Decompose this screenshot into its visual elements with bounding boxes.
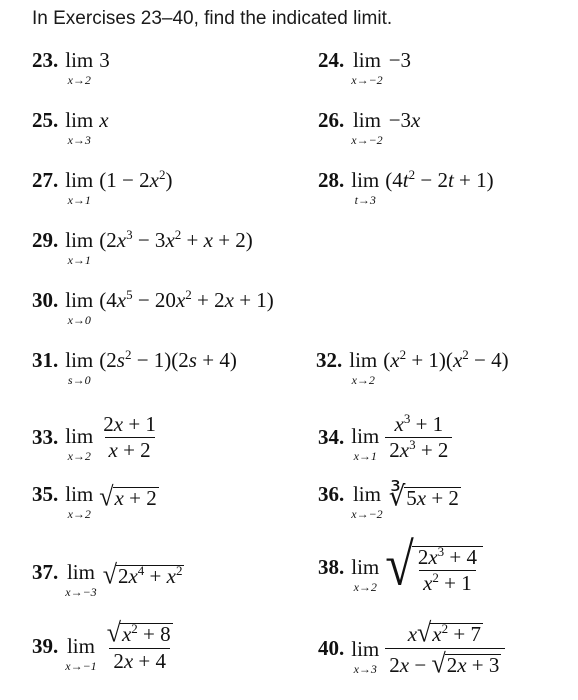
limit-expression: $(2x^3 - 3x^2 + x + 2)$ — [99, 227, 253, 252]
limit-expression: $\frac{2x + 1}{x + 2}$ — [103, 411, 156, 462]
limit-expression: √ $2x^4 + x^2$ — [102, 559, 183, 590]
exercise-25 — [32, 110, 109, 146]
limit-operator: lim x→2 — [65, 48, 94, 87]
exercise-39 — [32, 617, 177, 673]
exercise-number: 28. — [318, 168, 345, 192]
exercise-number: 23. — [32, 48, 59, 72]
limit-operator: lim x→−3 — [65, 560, 97, 599]
limit-expression: −3x — [388, 108, 421, 132]
exercise-number: 37. — [32, 560, 59, 584]
limit-operator: lim x→2 — [65, 424, 94, 463]
exercise-33 — [32, 412, 160, 462]
limit-operator: lim x→3 — [351, 636, 380, 676]
exercise-28 — [318, 167, 494, 207]
exercise-24 — [318, 50, 411, 86]
limit-operator: lim x→−2 — [351, 482, 383, 521]
exercise-number: 26. — [318, 108, 345, 132]
limit-expression: $(1 - 2x^2)$ — [99, 167, 173, 192]
exercise-number: 25. — [32, 108, 59, 132]
exercise-26 — [318, 110, 420, 146]
exercise-32 — [316, 347, 509, 387]
exercise-34 — [318, 412, 452, 462]
exercise-number: 36. — [318, 482, 345, 506]
exercise-number: 30. — [32, 288, 59, 312]
limit-expression: 3 — [99, 48, 110, 72]
exercise-31 — [32, 347, 237, 387]
limit-operator: lim x→2 — [349, 348, 378, 387]
exercise-number: 33. — [32, 424, 59, 449]
exercise-40 — [318, 617, 505, 679]
limit-expression: √ $\frac{2x^3 + 4}{x^2 + 1}$ — [385, 540, 483, 594]
limit-operator: lim x→3 — [65, 108, 94, 147]
limit-operator: lim s→0 — [65, 348, 94, 387]
exercise-number: 32. — [316, 348, 343, 372]
exercise-number: 29. — [32, 228, 59, 252]
limit-expression: √ x + 2 — [99, 481, 157, 512]
limit-expression: $(x^2 + 1)(x^2 - 4)$ — [383, 347, 509, 372]
exercise-number: 39. — [32, 633, 59, 658]
limit-expression: −3 — [388, 48, 412, 72]
exercise-number: 34. — [318, 424, 345, 449]
exercise-29 — [32, 227, 253, 267]
limit-expression: $(4x^5 - 20x^2 + 2x + 1)$ — [99, 287, 274, 312]
limit-operator: lim x→2 — [65, 482, 94, 521]
limit-expression: x — [99, 108, 109, 132]
exercise-number: 38. — [318, 554, 345, 579]
exercise-35 — [32, 481, 159, 521]
limit-expression: $(2s^2 - 1)(2s + 4)$ — [99, 347, 237, 372]
limit-operator: lim x→−1 — [65, 634, 97, 673]
limit-operator: lim x→0 — [65, 288, 94, 327]
exercise-number: 27. — [32, 168, 59, 192]
limit-operator: lim x→1 — [351, 424, 380, 463]
exercise-27 — [32, 167, 173, 207]
limit-expression: ∛ 5x + 2 — [388, 481, 459, 512]
exercise-number: 40. — [318, 636, 345, 660]
exercise-number: 24. — [318, 48, 345, 72]
limit-operator: lim x→−2 — [351, 48, 383, 87]
exercise-30 — [32, 287, 274, 327]
exercise-38 — [318, 532, 483, 599]
limit-operator: lim x→2 — [351, 555, 380, 594]
limit-operator: lim x→1 — [65, 228, 94, 267]
exercise-number: 31. — [32, 348, 59, 372]
exercise-37 — [32, 559, 184, 599]
exercise-number: 35. — [32, 482, 59, 506]
limit-expression: $(4t^2 - 2t + 1)$ — [385, 167, 494, 192]
limit-expression: $\frac{x^3 + 1}{2x^3 + 2}$ — [385, 414, 452, 461]
exercise-23 — [32, 50, 110, 86]
limit-expression: √ $x^2 + 8$ 2x + 4 — [106, 617, 171, 673]
limit-operator: lim t→3 — [351, 168, 380, 207]
limit-operator: lim x→−2 — [351, 108, 383, 147]
limit-expression: x √ $x^2 + 7$ 2x − √ 2x + 3 — [385, 620, 505, 677]
exercise-36 — [318, 481, 461, 521]
exercise-heading: In Exercises 23–40, find the indicated limit. — [32, 8, 393, 29]
limit-operator: lim x→1 — [65, 168, 94, 207]
